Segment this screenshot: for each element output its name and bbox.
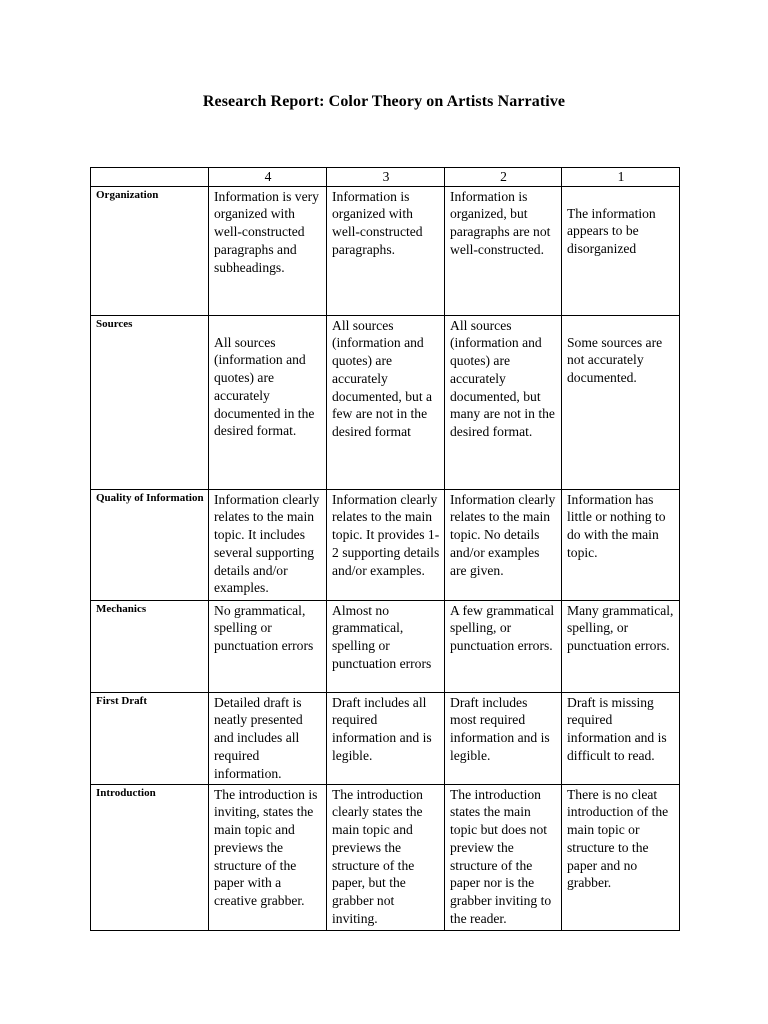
- table-row: [91, 489, 680, 600]
- table-row: [91, 315, 680, 489]
- page-title: Research Report: Color Theory on Artists Narrative: [202, 93, 566, 110]
- rubric-cell: Many grammatical, spelling, or punctuation errors.: [562, 600, 680, 692]
- rubric-cell: No grammatical, spelling or punctuation errors: [209, 600, 327, 692]
- rubric-cell: Information clearly relates to the main topic. It includes several supporting details and/or examples.: [209, 489, 327, 600]
- criterion-label: Introduction: [91, 784, 209, 930]
- score-header-2: 2: [445, 168, 562, 187]
- rubric-cell: Information clearly relates to the main topic. It provides 1-2 supporting details and/or examples.: [327, 489, 445, 600]
- score-header-4: 4: [209, 168, 327, 187]
- rubric-cell: Draft is missing required information and is difficult to read.: [562, 692, 680, 784]
- rubric-table: [90, 167, 680, 931]
- table-row: [91, 692, 680, 784]
- rubric-cell: All sources (information and quotes) are accurately documented, but many are not in the desired format.: [445, 315, 562, 489]
- rubric-cell: All sources (information and quotes) are accurately documented in the desired format.: [209, 315, 327, 489]
- rubric-cell: Draft includes all required information and is legible.: [327, 692, 445, 784]
- rubric-cell: Some sources are not accurately documented.: [562, 315, 680, 489]
- criterion-label: Sources: [91, 315, 209, 489]
- table-row: [91, 600, 680, 692]
- score-header-3: 3: [327, 168, 445, 187]
- rubric-cell: Almost no grammatical, spelling or punctuation errors: [327, 600, 445, 692]
- rubric-cell: Detailed draft is neatly presented and includes all required information.: [209, 692, 327, 784]
- rubric-cell: All sources (information and quotes) are accurately documented, but a few are not in the desired format: [327, 315, 445, 489]
- table-row: [91, 784, 680, 930]
- criterion-label: Organization: [91, 186, 209, 315]
- rubric-cell: Information is organized, but paragraphs are not well-constructed.: [445, 186, 562, 315]
- rubric-cell: The information appears to be disorganized: [562, 186, 680, 315]
- rubric-cell: Draft includes most required information and is legible.: [445, 692, 562, 784]
- criterion-label: First Draft: [91, 692, 209, 784]
- criterion-label: Mechanics: [91, 600, 209, 692]
- criterion-label: Quality of Information: [91, 489, 209, 600]
- rubric-cell: The introduction clearly states the main topic and previews the structure of the paper, but the grabber not inviting.: [327, 784, 445, 930]
- rubric-cell: The introduction states the main topic but does not preview the structure of the paper nor is the grabber inviting to the reader.: [445, 784, 562, 930]
- rubric-cell: Information is very organized with well-constructed paragraphs and subheadings.: [209, 186, 327, 315]
- rubric-cell: Information has little or nothing to do with the main topic.: [562, 489, 680, 600]
- rubric-cell: Information clearly relates to the main topic. No details and/or examples are given.: [445, 489, 562, 600]
- rubric-cell: A few grammatical spelling, or punctuation errors.: [445, 600, 562, 692]
- rubric-cell: There is no cleat introduction of the main topic or structure to the paper and no grabber.: [562, 784, 680, 930]
- score-header-row: [91, 168, 680, 187]
- rubric-cell: The introduction is inviting, states the main topic and previews the structure of the paper with a creative grabber.: [209, 784, 327, 930]
- table-row: [91, 186, 680, 315]
- criterion-header-cell: [91, 168, 209, 187]
- rubric-cell: Information is organized with well-constructed paragraphs.: [327, 186, 445, 315]
- score-header-1: 1: [562, 168, 680, 187]
